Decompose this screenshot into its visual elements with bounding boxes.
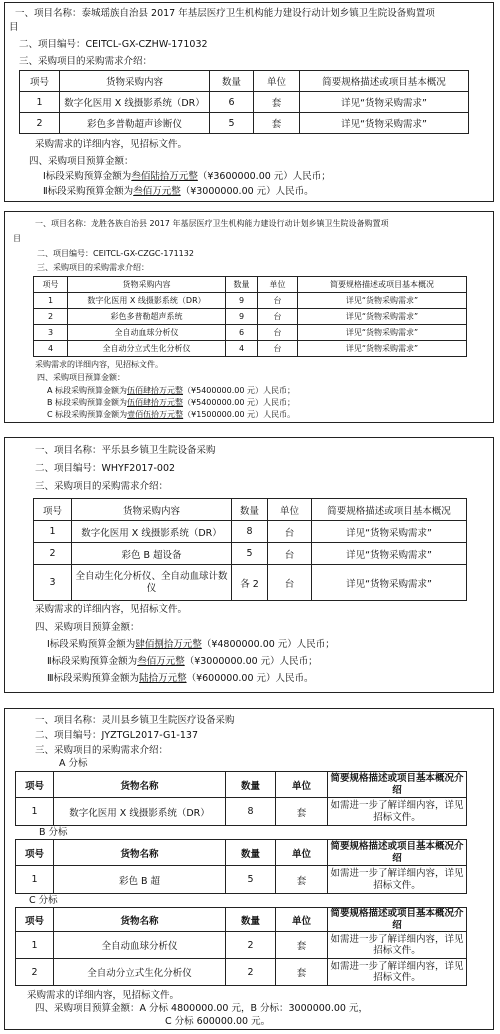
- project-name-line-cont: 目: [9, 22, 19, 33]
- table-cell: 2: [20, 113, 60, 134]
- table-cell: 9: [226, 309, 258, 325]
- table-cell: 全自动血球分析仪: [68, 325, 226, 341]
- table-cell: 彩色多普勒超声系统: [68, 309, 226, 325]
- table-cell: 台: [258, 325, 298, 341]
- table-cell: 详见“货物采购需求”: [298, 341, 467, 357]
- table-row: [34, 309, 467, 325]
- table-header: 项号: [16, 772, 54, 798]
- requirements-table: [19, 70, 469, 134]
- table-cell: 数字化医用 X 线摄影系统（DR）: [54, 798, 226, 826]
- budget-heading: 四、采购项目预算金额：: [35, 622, 140, 633]
- table-header: 项号: [34, 277, 68, 293]
- table-cell: 1: [20, 92, 60, 113]
- requirements-heading: 三、采购项目的采购需求介绍：: [37, 263, 149, 272]
- lot-c-label: C 分标: [29, 895, 58, 906]
- table-cell: 详见“货物采购需求”: [312, 565, 467, 601]
- table-cell: 全自动血球分析仪: [54, 932, 226, 959]
- table-row: [34, 543, 467, 565]
- table-row: [34, 293, 467, 309]
- table-header: 单位: [254, 71, 300, 92]
- table-cell: 详见“货物采购需求”: [298, 293, 467, 309]
- budget-line: Ⅱ标段采购预算金额为叁佰万元整（¥3000000.00 元）人民币。: [43, 186, 314, 197]
- table-row: [34, 521, 467, 543]
- table-header: 简要规格描述或项目基本概况: [300, 71, 469, 92]
- table-cell: 全自动分立式生化分析仪: [54, 959, 226, 986]
- table-cell: 套: [276, 866, 328, 894]
- table-cell: 套: [254, 113, 300, 134]
- notice-panel-1: [4, 2, 494, 202]
- table-cell: 4: [226, 341, 258, 357]
- lot-a-label: A 分标: [59, 758, 88, 769]
- table-header: 货物采购内容: [60, 71, 210, 92]
- table-header: 项号: [34, 499, 72, 521]
- table-cell: 1: [16, 932, 54, 959]
- table-cell: 数字化医用 X 线摄影系统（DR）: [68, 293, 226, 309]
- table-header: 简要规格描述或项目基本概况: [312, 499, 467, 521]
- table-cell: 全自动分立式生化分析仪: [68, 341, 226, 357]
- table-cell: 如需进一步了解详细内容，详见招标文件。: [328, 932, 467, 959]
- detail-note: 采购需求的详细内容，见招标文件。: [27, 990, 180, 1001]
- budget-heading: 四、采购项目预算金额：: [29, 156, 134, 167]
- table-header: 数量: [226, 772, 276, 798]
- table-cell: 如需进一步了解详细内容，详见招标文件。: [328, 866, 467, 894]
- table-header: 单位: [258, 277, 298, 293]
- project-number-line: 二、项目编号：CEITCL-GX-CZGC-171132: [37, 249, 194, 258]
- project-number-line: 二、项目编号：WHYF2017-002: [35, 463, 176, 474]
- table-header: 单位: [276, 772, 328, 798]
- table-header: 货物名称: [54, 840, 226, 866]
- table-cell: 2: [34, 309, 68, 325]
- requirements-heading: 三、采购项目的采购需求介绍：: [35, 745, 169, 756]
- table-cell: 2: [226, 959, 276, 986]
- table-row: [16, 798, 467, 826]
- lot-a-table: [15, 771, 467, 826]
- table-header: 数量: [232, 499, 268, 521]
- table-cell: 套: [276, 932, 328, 959]
- table-cell: 2: [34, 543, 72, 565]
- table-cell: 2: [226, 932, 276, 959]
- table-cell: 9: [226, 293, 258, 309]
- table-cell: 数字化医用 X 线摄影系统（DR）: [72, 521, 232, 543]
- notice-panel-4: [4, 708, 494, 1030]
- table-header: 单位: [268, 499, 312, 521]
- budget-line: B 标段采购预算金额为伍佰肆拾万元整（¥5400000.00 元）人民币；: [47, 398, 296, 407]
- table-header: 项号: [20, 71, 60, 92]
- table-cell: 套: [254, 92, 300, 113]
- notice-panel-2: [4, 211, 494, 423]
- budget-line: Ⅰ标段采购预算金额为肆佰捌拾万元整（¥4800000.00 元）人民币；: [47, 639, 335, 650]
- table-cell: 台: [268, 543, 312, 565]
- table-row: [16, 866, 467, 894]
- table-header: 数量: [226, 277, 258, 293]
- table-header: 货物名称: [54, 772, 226, 798]
- project-name-line: 一、项目名称：平乐县乡镇卫生院设备采购: [35, 445, 216, 456]
- lot-c-table: [15, 907, 467, 986]
- requirements-heading: 三、采购项目的采购需求介绍：: [19, 56, 153, 67]
- table-row: [34, 341, 467, 357]
- table-header: 数量: [226, 840, 276, 866]
- budget-line-cont: C 分标 600000.00 元。: [165, 1016, 271, 1027]
- table-header: 货物采购内容: [72, 499, 232, 521]
- table-cell: 数字化医用 X 线摄影系统（DR）: [60, 92, 210, 113]
- table-cell: 套: [276, 798, 328, 826]
- table-cell: 彩色 B 超: [54, 866, 226, 894]
- table-cell: 详见“货物采购需求”: [298, 325, 467, 341]
- table-cell: 8: [226, 798, 276, 826]
- requirements-table: [33, 276, 467, 357]
- lot-b-table: [15, 839, 467, 894]
- table-cell: 4: [34, 341, 68, 357]
- detail-note: 采购需求的详细内容，见招标文件。: [35, 139, 188, 150]
- table-cell: 1: [16, 866, 54, 894]
- table-header: 简要规格描述或项目基本概况介绍: [328, 908, 467, 932]
- table-cell: 台: [268, 565, 312, 601]
- table-cell: 详见“货物采购需求”: [300, 113, 469, 134]
- table-header: 简要规格描述或项目基本概况介绍: [328, 772, 467, 798]
- project-number-line: 二、项目编号：CEITCL-GX-CZHW-171032: [19, 39, 208, 50]
- table-cell: 6: [210, 92, 254, 113]
- budget-line: A 标段采购预算金额为伍佰肆拾万元整（¥5400000.00 元）人民币；: [47, 386, 295, 395]
- table-header: 项号: [16, 840, 54, 866]
- table-header: 简要规格描述或项目基本概况介绍: [328, 840, 467, 866]
- project-name-line-cont: 目: [13, 234, 21, 243]
- table-cell: 5: [226, 866, 276, 894]
- requirements-table: [33, 498, 467, 601]
- table-header: 数量: [210, 71, 254, 92]
- table-cell: 彩色多普勒超声诊断仪: [60, 113, 210, 134]
- table-cell: 套: [276, 959, 328, 986]
- table-cell: 如需进一步了解详细内容，详见招标文件。: [328, 959, 467, 986]
- table-cell: 5: [210, 113, 254, 134]
- table-cell: 详见“货物采购需求”: [298, 309, 467, 325]
- table-header: 数量: [226, 908, 276, 932]
- detail-note: 采购需求的详细内容，见招标文件。: [35, 360, 163, 369]
- table-header: 货物名称: [54, 908, 226, 932]
- table-cell: 详见“货物采购需求”: [312, 521, 467, 543]
- budget-line: Ⅰ标段采购预算金额为叁佰陆拾万元整（¥3600000.00 元）人民币；: [43, 171, 331, 182]
- table-cell: 3: [34, 325, 68, 341]
- table-cell: 3: [34, 565, 72, 601]
- table-cell: 台: [258, 341, 298, 357]
- project-name-line: 一、项目名称：灵川县乡镇卫生院医疗设备采购: [35, 715, 235, 726]
- budget-line: Ⅱ标段采购预算金额为叁佰万元整（¥3000000.00 元）人民币；: [47, 656, 318, 667]
- table-cell: 全自动生化分析仪、全自动血球计数仪: [72, 565, 232, 601]
- table-cell: 6: [226, 325, 258, 341]
- table-header: 货物采购内容: [68, 277, 226, 293]
- project-number-line: 二、项目编号：JYZTGL2017-G1-137: [35, 730, 198, 741]
- table-row: [20, 92, 469, 113]
- table-cell: 1: [34, 293, 68, 309]
- table-cell: 8: [232, 521, 268, 543]
- detail-note: 采购需求的详细内容，见招标文件。: [35, 604, 188, 615]
- budget-line: Ⅲ标段采购预算金额为陆拾万元整（¥600000.00 元）人民币。: [47, 673, 314, 684]
- table-header: 单位: [276, 908, 328, 932]
- budget-line: C 标段采购预算金额为壹佰伍拾万元整（¥1500000.00 元）人民币。: [47, 410, 296, 419]
- table-header: 项号: [16, 908, 54, 932]
- lot-b-label: B 分标: [39, 827, 68, 838]
- table-header: 单位: [276, 840, 328, 866]
- table-header: 简要规格描述或项目基本概况: [298, 277, 467, 293]
- table-cell: 详见“货物采购需求”: [312, 543, 467, 565]
- table-row: [16, 959, 467, 986]
- budget-heading: 四、采购项目预算金额：: [37, 373, 125, 382]
- table-cell: 台: [258, 309, 298, 325]
- table-cell: 台: [268, 521, 312, 543]
- table-cell: 台: [258, 293, 298, 309]
- table-cell: 各 2: [232, 565, 268, 601]
- notice-panel-3: [4, 437, 494, 693]
- table-cell: 5: [232, 543, 268, 565]
- table-cell: 彩色 B 超设备: [72, 543, 232, 565]
- project-name-line: 一、项目名称：泰城瑶族自治县 2017 年基层医疗卫生机构能力建设行动计划乡镇卫生院设备购置项: [15, 8, 435, 19]
- table-cell: 1: [34, 521, 72, 543]
- budget-line: 四、采购项目预算金额：A 分标 4800000.00 元，B 分标：3000000.00 元，: [35, 1003, 368, 1014]
- table-cell: 如需进一步了解详细内容，详见招标文件。: [328, 798, 467, 826]
- table-row: [34, 325, 467, 341]
- table-row: [34, 565, 467, 601]
- project-name-line: 一、项目名称：龙胜各族自治县 2017 年基层医疗卫生机构能力建设行动计划乡镇卫生院设备购置项: [35, 219, 389, 228]
- table-cell: 1: [16, 798, 54, 826]
- table-cell: 详见“货物采购需求”: [300, 92, 469, 113]
- table-row: [16, 932, 467, 959]
- table-cell: 2: [16, 959, 54, 986]
- table-row: [20, 113, 469, 134]
- requirements-heading: 三、采购项目的采购需求介绍：: [35, 481, 169, 492]
